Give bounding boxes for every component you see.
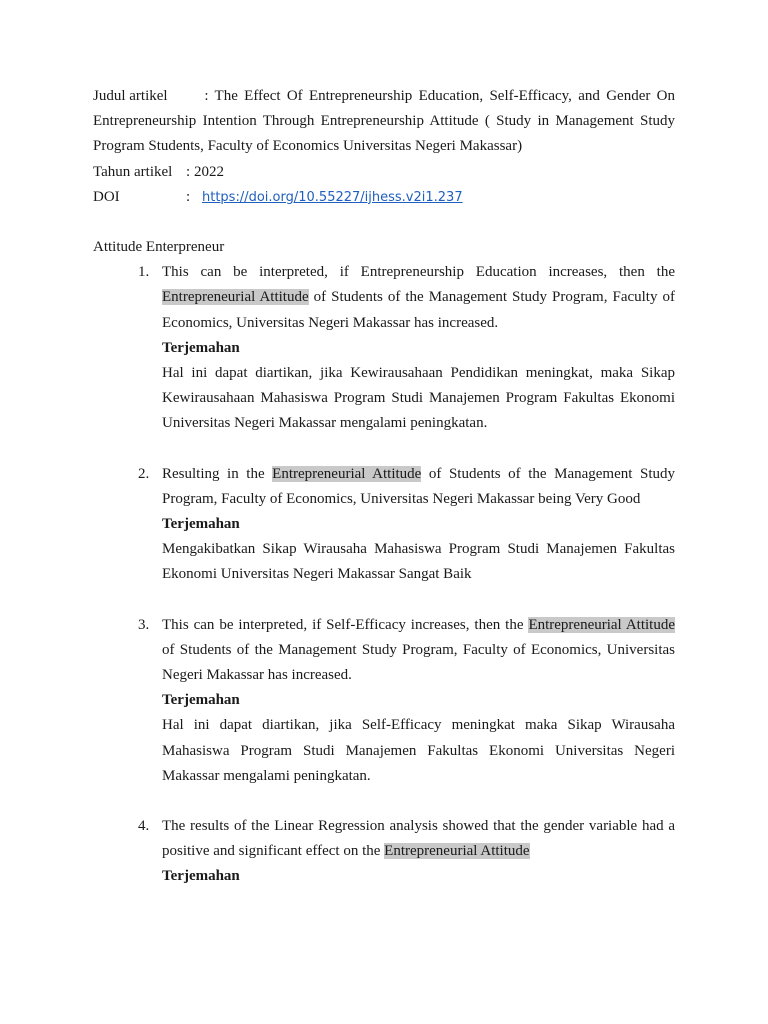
list-item [93, 462, 675, 588]
title-separator: : [204, 88, 209, 104]
year-separator: : [186, 163, 191, 180]
translation-text: Hal ini dapat diartikan, jika Self-Efficacy meningkat maka Sikap Wirausaha Mahasiswa Program Studi Manajemen Fakultas Ekonomi Universitas Negeri Makassar mengalami peningkatan. [162, 717, 675, 784]
item-text [162, 260, 675, 336]
document-page [93, 84, 675, 915]
translation-label: Terjemahan [162, 868, 240, 885]
item-text-before: This can be interpreted, if Self-Efficacy increases, then the [162, 616, 529, 633]
list-item [93, 260, 675, 436]
translation-label: Terjemahan [162, 339, 240, 356]
highlighted-term: Entrepreneurial Attitude [528, 616, 675, 633]
title-label: Judul artikel [93, 88, 168, 104]
highlighted-term: Entrepreneurial Attitude [384, 843, 530, 860]
item-text-before: The results of the Linear Regression analysis showed that the gender variable had a positive and significant effect on the [162, 818, 675, 860]
list-item [93, 814, 675, 890]
item-text-before: Resulting in the [162, 465, 273, 482]
list-item [93, 613, 675, 789]
translation-label: Terjemahan [162, 692, 240, 709]
item-number: 4. [138, 818, 150, 835]
item-number: 2. [138, 465, 150, 482]
highlighted-term: Entrepreneurial Attitude [272, 465, 422, 482]
article-doi-row [93, 185, 675, 210]
item-number: 1. [138, 264, 150, 281]
translation-text: Hal ini dapat diartikan, jika Kewirausahaan Pendidikan meningkat, maka Sikap Kewirausahaan Mahasiswa Program Studi Manajemen Program Fakultas Ekonomi Universitas Negeri Makassar mengalami peningkatan. [162, 365, 675, 432]
item-text-after: of Students of the Management Study Program, Faculty of Economics, Universitas Negeri Makassar has increased. [162, 641, 675, 684]
item-text-after: of Students of the Management Study Program, Faculty of Economics, Universitas Negeri Makassar has increased. [162, 289, 675, 331]
doi-label: DOI [93, 188, 120, 205]
item-text [162, 814, 675, 864]
translation-label: Terjemahan [162, 516, 240, 533]
article-year-row [93, 160, 675, 185]
findings-list [93, 260, 675, 889]
item-number: 3. [138, 616, 150, 633]
item-text-before: This can be interpreted, if Entrepreneurship Education increases, then the [162, 264, 675, 281]
article-title: The Effect Of Entrepreneurship Education, Self-Efficacy, and Gender On Entrepreneurship Intention Through Entrepreneurship Attitude ( Study in Management Study Program Students, Faculty of Economics Universitas Negeri Makassar) [93, 88, 675, 155]
highlighted-term: Entrepreneurial Attitude [162, 289, 309, 306]
article-year: 2022 [194, 163, 224, 180]
year-label: Tahun artikel [93, 163, 173, 180]
item-text-after: of Students of the Management Study Program, Faculty of Economics, Universitas Negeri Makassar being Very Good [162, 465, 675, 507]
translation-text: Mengakibatkan Sikap Wirausaha Mahasiswa Program Studi Manajemen Fakultas Ekonomi Universitas Negeri Makassar Sangat Baik [162, 541, 675, 583]
section-heading: Attitude Enterpreneur [93, 239, 225, 256]
article-title-row [93, 84, 675, 160]
item-text [162, 613, 675, 689]
doi-separator: : [186, 188, 191, 205]
item-text [162, 462, 675, 512]
doi-link[interactable]: https://doi.org/10.55227/ijhess.v2i1.237 [202, 189, 463, 205]
